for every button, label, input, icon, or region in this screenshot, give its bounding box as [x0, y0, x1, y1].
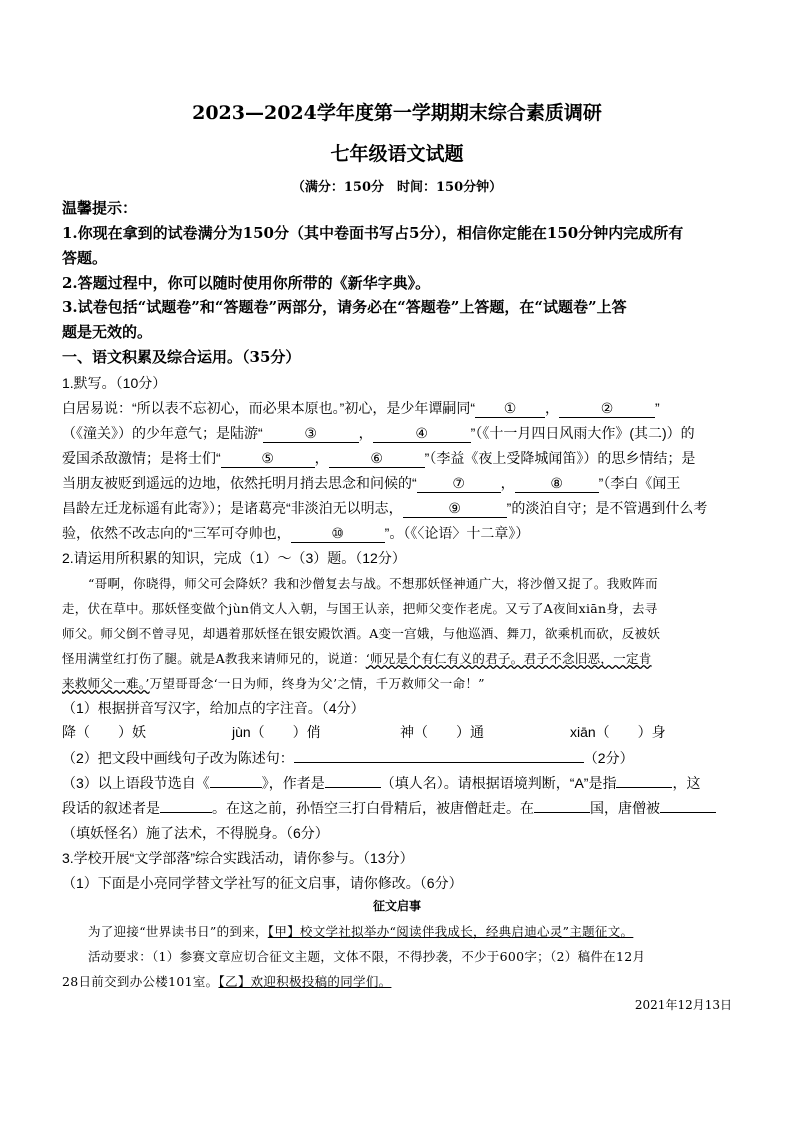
notice-title: 征文启事: [372, 899, 421, 913]
q1-line-2: （《潼关》）的少年意气；是陆游“ ③ ， ④ ”（《十一月四日风雨大作》(其二)）的: [62, 425, 695, 441]
author-blank[interactable]: [325, 787, 381, 788]
blank-10[interactable]: ⑩: [291, 524, 385, 543]
q3-sub1: （1）下面是小亮同学替文学社写的征文启事，请你修改。（6分）: [62, 875, 463, 891]
tip-1-line-2: 答题。: [62, 249, 108, 267]
blank-3[interactable]: ③: [263, 424, 359, 443]
book-title-blank[interactable]: [210, 787, 262, 788]
q2-sub3-line-3: （填妖怪名）施了法术，不得脱身。（6分）: [62, 825, 329, 841]
word-1[interactable]: 降（ ）妖: [62, 724, 146, 740]
q1-line-6: 验，依然不改志向的“三军可夺帅也， ⑩ ”。（《〈论语〉十二章》）: [62, 525, 530, 541]
notice-line-3: 28日前交到办公楼101室。【乙】欢迎积极投稿的同学们。: [62, 974, 392, 989]
notice-sentence-jia: 【甲】校文学社拟举办“阅读伴我成长，经典启迪心灵”主题征文。: [267, 924, 634, 939]
q3-heading: 3.学校开展“文学部落”综合实践活动，请你参与。（13分）: [62, 850, 414, 866]
q2-heading: 2.请运用所积累的知识，完成（1）～（3）题。（12分）: [62, 550, 406, 566]
notice-date: 2021年12月13日: [634, 998, 732, 1012]
tip-3-line-2: 题是无效的。: [62, 323, 153, 341]
underlined-sentence-end: 来救师父一难。’: [62, 676, 150, 691]
word-4[interactable]: xiān（ ）身: [570, 724, 666, 740]
blank-6[interactable]: ⑥: [329, 449, 425, 468]
q2-sub3-line-2: 段话的叙述者是 。在这之前，孙悟空三打白骨精后，被唐僧赶走。在 国，唐僧被: [62, 797, 716, 819]
blank-9[interactable]: ⑨: [403, 499, 507, 518]
score-info: （满分：150分 时间：150分钟）: [291, 180, 503, 195]
demon-blank[interactable]: [660, 812, 716, 813]
notice-line-1: 为了迎接“世界读书日”的到来，【甲】校文学社拟举办“阅读伴我成长，经典启迪心灵”主题征文。: [88, 924, 634, 939]
notice-line-2: 活动要求：（1）参赛文章应切合征文主题，文体不限，不得抄袭，不少于600字；（2）稿件在12月: [88, 949, 646, 964]
blank-2[interactable]: ②: [559, 399, 655, 418]
tip-1-line-1: 1.你现在拿到的试卷满分为150分（其中卷面书写占5分），相信你定能在150分钟内完成所有: [62, 224, 684, 242]
q2-passage-line-5: 来救师父一难。’万望哥哥念‘一日为师，终身为父’之情，千万救师父一命！”: [62, 676, 485, 691]
q2-sub3-line-1: （3）以上语段节选自《 》，作者是 （填人名）。请根据语境判断，“A”是指 ，这: [62, 775, 701, 791]
q1-line-3: 爱国杀敌激情；是将士们“ ⑤ ， ⑥ ”（李益《夜上受降城闻笛》）的思乡情结；是: [62, 450, 696, 466]
word-2[interactable]: jùn（ ）俏: [232, 724, 321, 740]
q2-sub1: （1）根据拼音写汉字，给加点的字注音。（4分）: [62, 700, 365, 716]
q2-passage-line-1: “哥啊，你晓得，师父可会降妖？我和沙僧复去与战。不想那妖怪神通广大，将沙僧又捉了。我败阵而: [88, 576, 658, 591]
blank-4[interactable]: ④: [373, 424, 471, 443]
tip-2: 2.答题过程中，你可以随时使用你所带的《新华字典》。: [62, 274, 431, 292]
sub2-answer-blank[interactable]: [294, 762, 584, 763]
q1-heading: 1.默写。（10分）: [62, 375, 167, 391]
a-refers-blank[interactable]: [616, 787, 672, 788]
notice-sentence-yi: 【乙】欢迎积极投稿的同学们。: [218, 974, 392, 989]
word-3[interactable]: 神（ ）通: [400, 724, 484, 740]
section-1-heading: 一、语文积累及综合运用。（35分）: [62, 348, 301, 366]
blank-5[interactable]: ⑤: [221, 449, 315, 468]
q1-line-5: 昌龄左迁龙标遥有此寄》）；是诸葛亮“非淡泊无以明志， ⑨ ”的淡泊自守；是不管遇到什么考: [62, 500, 708, 516]
q1-line-4: 当朋友被贬到遥远的边地，依然托明月捎去思念和问候的“ ⑦ ， ⑧ ”（李白《闻王: [62, 475, 681, 491]
q2-sub2: （2）把文段中画线句子改为陈述句： （2分）: [62, 750, 634, 766]
narrator-blank[interactable]: [160, 812, 212, 813]
exam-title: 2023—2024学年度第一学期期末综合素质调研: [192, 102, 602, 124]
q1-line-1: 白居易说：“所以表不忘初心，而必果本原也。”初心，是少年谭嗣同“ ① ， ② ”: [62, 400, 660, 416]
q2-passage-line-2: 走，伏在草中。那妖怪变做个jùn俏文人入朝，与国王认亲，把师父变作老虎。又亏了A夜间xiān身，去寻: [62, 601, 658, 616]
tip-3-line-1: 3.试卷包括“试题卷”和“答题卷”两部分，请务必在“答题卷”上答题，在“试题卷”上答: [62, 298, 627, 316]
country-blank[interactable]: [534, 812, 590, 813]
blank-8[interactable]: ⑧: [515, 474, 599, 493]
blank-7[interactable]: ⑦: [417, 474, 501, 493]
q2-passage-line-4: 怪用满堂红打伤了腿。就是A教我来请师兄的，说道：‘师兄是个有仁有义的君子。君子不念旧恶，一定肯: [62, 651, 652, 666]
exam-subject: 七年级语文试题: [330, 143, 464, 165]
tips-heading: 温馨提示：: [62, 199, 138, 217]
underlined-sentence: ‘师兄是个有仁有义的君子。君子不念旧恶，一定肯: [365, 651, 652, 666]
q2-passage-line-3: 师父。师父倒不曾寻见，却遇着那妖怪在银安殿饮酒。A变一宫娥，与他巡酒、舞刀，欲乘机而砍，反被妖: [62, 626, 661, 641]
blank-1[interactable]: ①: [475, 399, 545, 418]
